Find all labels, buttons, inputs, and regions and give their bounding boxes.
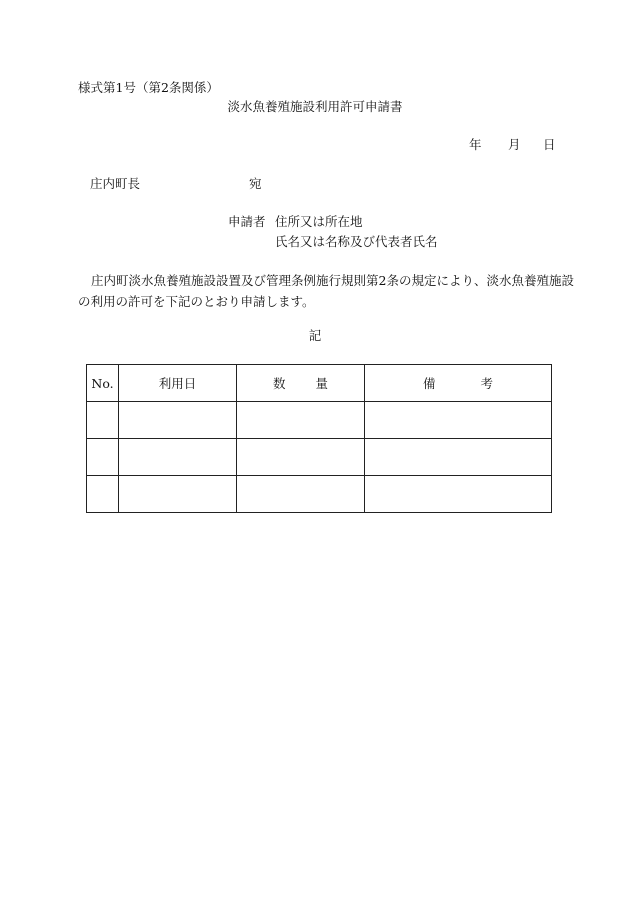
date-month-label: 月 <box>508 137 521 152</box>
usage-table <box>86 364 552 513</box>
cell-remarks[interactable] <box>365 439 552 476</box>
cell-remarks[interactable] <box>365 402 552 439</box>
date-day-label: 日 <box>543 137 556 152</box>
header-quantity-text: 数量 <box>272 376 358 391</box>
cell-no[interactable] <box>87 402 119 439</box>
applicant-label: 申請者 <box>228 214 266 229</box>
cell-usage-date[interactable] <box>119 439 237 476</box>
document-title: 淡水魚養殖施設利用許可申請書 <box>227 99 403 114</box>
cell-usage-date[interactable] <box>119 402 237 439</box>
cell-no[interactable] <box>87 476 119 513</box>
header-remarks <box>365 365 552 402</box>
cell-quantity[interactable] <box>237 439 365 476</box>
date-year-label: 年 <box>469 137 482 152</box>
applicant-name-label: 氏名又は名称及び代表者氏名 <box>275 234 438 249</box>
cell-remarks[interactable] <box>365 476 552 513</box>
table-row <box>87 476 552 513</box>
table-row <box>87 402 552 439</box>
applicant-address-label: 住所又は所在地 <box>275 214 363 229</box>
table-row <box>87 439 552 476</box>
header-quantity <box>237 365 365 402</box>
application-statement-text: 庄内町淡水魚養殖施設設置及び管理条例施行規則第2条の規定により、淡水魚養殖施設の利用の許可を下記のとおり申請します。 <box>78 273 574 309</box>
ki-heading: 記 <box>308 328 322 343</box>
addressee-honorific: 宛 <box>249 176 262 191</box>
header-usage-date: 利用日 <box>119 365 237 402</box>
form-number: 様式第1号（第2条関係） <box>78 80 219 95</box>
application-statement <box>78 270 578 312</box>
cell-no[interactable] <box>87 439 119 476</box>
header-remarks-text: 備考 <box>422 376 538 391</box>
header-no: No. <box>87 365 119 402</box>
cell-quantity[interactable] <box>237 476 365 513</box>
table-header-row <box>87 365 552 402</box>
addressee: 庄内町長 <box>90 176 141 191</box>
cell-quantity[interactable] <box>237 402 365 439</box>
cell-usage-date[interactable] <box>119 476 237 513</box>
